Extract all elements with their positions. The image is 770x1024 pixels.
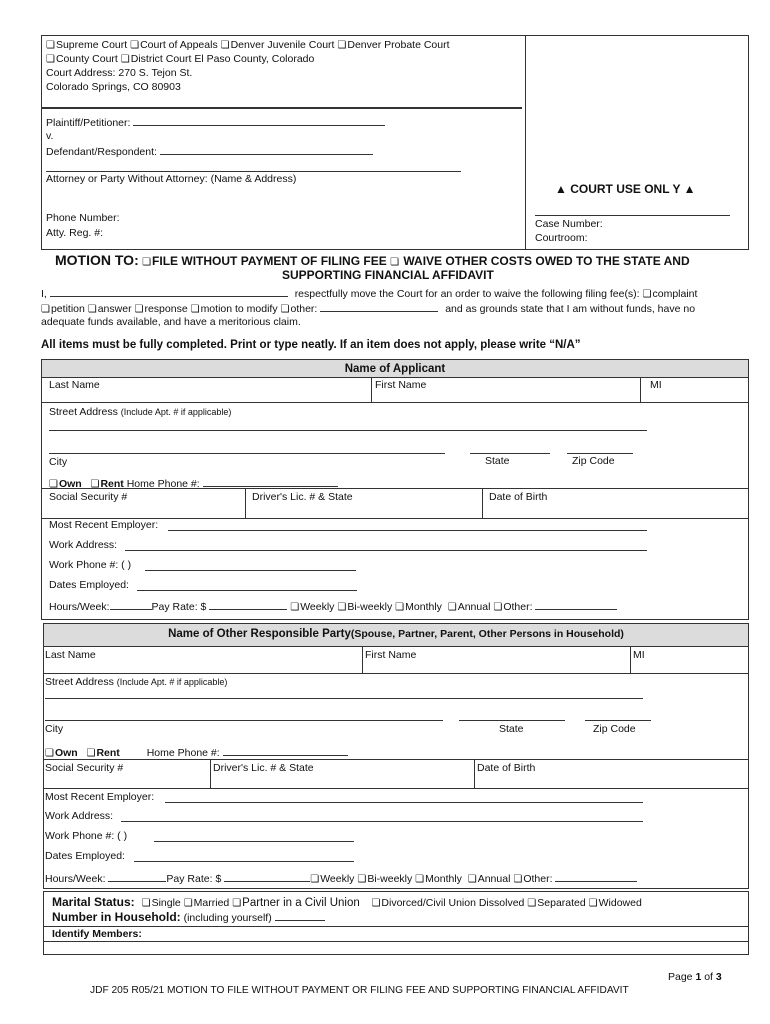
applicant-ssn-label: Social Security # — [49, 491, 128, 503]
checkbox-court-of-appeals[interactable] — [130, 39, 140, 51]
caption-divider — [525, 35, 526, 250]
applicant-last-name-label: Last Name — [49, 379, 100, 391]
checkbox-other-own[interactable] — [45, 747, 55, 759]
other-employer-label: Most Recent Employer: — [45, 791, 155, 803]
other-employer-field[interactable] — [165, 802, 643, 803]
other-street-field[interactable] — [45, 698, 643, 699]
checkbox-other-monthly[interactable] — [415, 873, 425, 885]
applicant-state-field[interactable] — [470, 453, 550, 454]
applicant-header: Name of Applicant — [42, 360, 748, 378]
motion-title: MOTION TO: ❏ FILE WITHOUT PAYMENT OF FILING FEE ❏ WAIVE OTHER COSTS OWED TO THE STATE AND — [55, 254, 690, 269]
applicant-pay-row: Hours/Week: Pay Rate: $ ❏ Weekly ❏ Bi-weekly ❏ Monthly ❏ Annual ❏ Other: — [49, 600, 617, 614]
checkbox-response[interactable] — [135, 303, 145, 315]
applicant-name-field[interactable] — [50, 287, 288, 297]
court-options-line1: ❏ Supreme Court ❏ Court of Appeals ❏ Denver Juvenile Court ❏ Denver Probate Court — [46, 39, 450, 52]
other-state-label: State — [499, 723, 524, 735]
other-city-label: City — [45, 723, 64, 735]
other-ssn-label: Social Security # — [45, 762, 124, 774]
other-housing: ❏ Own ❏ Rent Home Phone #: — [45, 746, 348, 760]
other-dates-employed-field[interactable] — [134, 861, 354, 862]
other-work-address-field[interactable] — [121, 821, 643, 822]
versus-label: v. — [46, 130, 54, 142]
court-use-rule — [535, 215, 730, 216]
other-pay-row: Hours/Week: Pay Rate: $ ❏ Weekly ❏ Bi-weekly ❏ Monthly ❏ Annual ❏ Other: — [45, 872, 637, 886]
checkbox-other-other[interactable] — [513, 873, 523, 885]
court-address: Court Address: 270 S. Tejon St. — [46, 67, 193, 79]
identify-members-label: Identify Members: — [52, 928, 142, 940]
defendant-field[interactable] — [160, 145, 373, 155]
court-city: Colorado Springs, CO 80903 — [46, 81, 181, 93]
other-street-label: Street Address (Include Apt. # if applicable) — [45, 676, 228, 688]
applicant-street-field[interactable] — [49, 430, 647, 431]
applicant-zip-field[interactable] — [567, 453, 633, 454]
intro-line1: I, respectfully move the Court for an order to waive the following filing fee(s): ❏ complaint — [41, 287, 697, 301]
other-dates-employed-label: Dates Employed: — [45, 850, 125, 862]
applicant-pay-rate-field[interactable] — [209, 600, 287, 610]
other-party-header: Name of Other Responsible Party(Spouse, Partner, Parent, Other Persons in Household) — [44, 624, 748, 646]
checkbox-file-without-fee[interactable] — [142, 254, 152, 268]
other-mi-label: MI — [633, 649, 645, 661]
atty-reg-label: Atty. Reg. #: — [46, 227, 103, 239]
applicant-employer-label: Most Recent Employer: — [49, 519, 159, 531]
applicant-dates-employed-field[interactable] — [137, 590, 357, 591]
checkbox-married[interactable] — [184, 897, 194, 909]
courtroom-label: Courtroom: — [535, 232, 588, 244]
checkbox-other-rent[interactable] — [86, 747, 96, 759]
checkbox-answer[interactable] — [88, 303, 98, 315]
checkbox-other-weekly[interactable] — [310, 873, 320, 885]
case-number-label: Case Number: — [535, 218, 603, 230]
page-number: Page 1 of 3 — [668, 971, 722, 983]
checkbox-separated[interactable] — [527, 897, 537, 909]
checkbox-widowed[interactable] — [589, 897, 599, 909]
checkbox-other[interactable] — [281, 303, 291, 315]
other-last-name-label: Last Name — [45, 649, 96, 661]
checkbox-other-biweekly[interactable] — [357, 873, 367, 885]
applicant-work-address-label: Work Address: — [49, 539, 118, 551]
applicant-work-phone-label: Work Phone #: ( ) — [49, 559, 132, 571]
other-dob-label: Date of Birth — [477, 762, 536, 774]
applicant-street-label: Street Address (Include Apt. # if applicable) — [49, 406, 232, 418]
members-field-3[interactable] — [493, 954, 683, 955]
applicant-housing: ❏ Own ❏ Rent Home Phone #: — [49, 477, 338, 491]
other-first-name-label: First Name — [365, 649, 417, 661]
other-work-phone-label: Work Phone #: ( ) — [45, 830, 128, 842]
checkbox-applicant-other[interactable] — [493, 601, 503, 613]
checkbox-denver-probate[interactable] — [337, 39, 347, 51]
applicant-dob-label: Date of Birth — [489, 491, 548, 503]
attorney-label: Attorney or Party Without Attorney: (Name & Address) — [46, 173, 297, 185]
phone-label: Phone Number: — [46, 212, 120, 224]
applicant-home-phone-field[interactable] — [203, 477, 338, 487]
applicant-dl-label: Driver's Lic. # & State — [252, 491, 353, 503]
caption-rule — [42, 107, 522, 109]
intro-line3: adequate funds available, and have a meritorious claim. — [41, 316, 301, 328]
applicant-work-phone-field[interactable] — [145, 570, 356, 571]
checkbox-motion-modify[interactable] — [191, 303, 201, 315]
checkbox-supreme-court[interactable] — [46, 39, 56, 51]
checkbox-county-court[interactable] — [46, 53, 56, 65]
applicant-zip-label: Zip Code — [572, 455, 615, 467]
other-dl-label: Driver's Lic. # & State — [213, 762, 314, 774]
applicant-city-label: City — [49, 456, 68, 468]
checkbox-district-court[interactable] — [121, 53, 131, 65]
applicant-hours-field[interactable] — [110, 600, 152, 610]
intro-line2: ❏ petition ❏ answer ❏ response ❏ motion to modify ❏ other: and as grounds state that I am without funds, have no — [41, 302, 695, 316]
members-field-2[interactable] — [386, 954, 446, 955]
caption-rule-2 — [46, 171, 461, 172]
applicant-first-name-label: First Name — [375, 379, 427, 391]
applicant-mi-label: MI — [650, 379, 662, 391]
other-state-field[interactable] — [459, 720, 565, 721]
checkbox-applicant-monthly[interactable] — [395, 601, 405, 613]
members-field-1[interactable] — [52, 954, 342, 955]
other-zip-field[interactable] — [585, 720, 651, 721]
other-city-field[interactable] — [45, 720, 443, 721]
applicant-employer-field[interactable] — [168, 530, 647, 531]
other-pay-rate-field[interactable] — [224, 872, 310, 882]
other-work-address-label: Work Address: — [45, 810, 114, 822]
checkbox-civil-union[interactable] — [232, 897, 242, 909]
plaintiff-label: Plaintiff/Petitioner: — [46, 116, 385, 130]
applicant-work-address-field[interactable] — [125, 550, 647, 551]
household-count-field[interactable] — [275, 911, 325, 921]
court-use-only: ▲ COURT USE ONL Y ▲ — [555, 182, 696, 196]
checkbox-other-annual[interactable] — [468, 873, 478, 885]
court-options-line2: ❏ County Court ❏ District Court El Paso County, Colorado — [46, 53, 314, 66]
checkbox-petition[interactable] — [41, 303, 51, 315]
other-fee-field[interactable] — [320, 302, 438, 312]
instructions: All items must be fully completed. Print or type neatly. If an item does not apply, please write “N/A” — [41, 339, 581, 351]
marital-row: Marital Status: ❏ Single ❏ Married ❏ Partner in a Civil Union ❏ Divorced/Civil Union Dissolved ❏ Separated ❏ Widowed — [52, 896, 642, 910]
checkbox-complaint[interactable] — [643, 288, 653, 300]
applicant-state-label: State — [485, 455, 510, 467]
other-other-field[interactable] — [555, 872, 637, 882]
applicant-dates-employed-label: Dates Employed: — [49, 579, 129, 591]
applicant-other-field[interactable] — [535, 600, 617, 610]
applicant-city-field[interactable] — [49, 453, 445, 454]
form-id: JDF 205 R05/21 MOTION TO FILE WITHOUT PAYMENT OR FILING FEE AND SUPPORTING FINANCIAL AFFIDAVIT — [90, 985, 629, 996]
checkbox-single[interactable] — [142, 897, 152, 909]
other-zip-label: Zip Code — [593, 723, 636, 735]
household-row: Number in Household: (including yourself) — [52, 911, 325, 925]
checkbox-applicant-weekly[interactable] — [290, 601, 300, 613]
checkbox-denver-juvenile[interactable] — [221, 39, 231, 51]
other-home-phone-field[interactable] — [223, 746, 348, 756]
checkbox-waive-costs[interactable] — [390, 254, 400, 268]
checkbox-applicant-biweekly[interactable] — [337, 601, 347, 613]
plaintiff-field[interactable] — [133, 116, 385, 126]
checkbox-applicant-annual[interactable] — [448, 601, 458, 613]
other-work-phone-field[interactable] — [154, 841, 354, 842]
motion-title-line2: SUPPORTING FINANCIAL AFFIDAVIT — [282, 268, 494, 282]
defendant-label: Defendant/Respondent: — [46, 145, 373, 159]
checkbox-divorced[interactable] — [371, 897, 381, 909]
other-hours-field[interactable] — [108, 872, 166, 882]
